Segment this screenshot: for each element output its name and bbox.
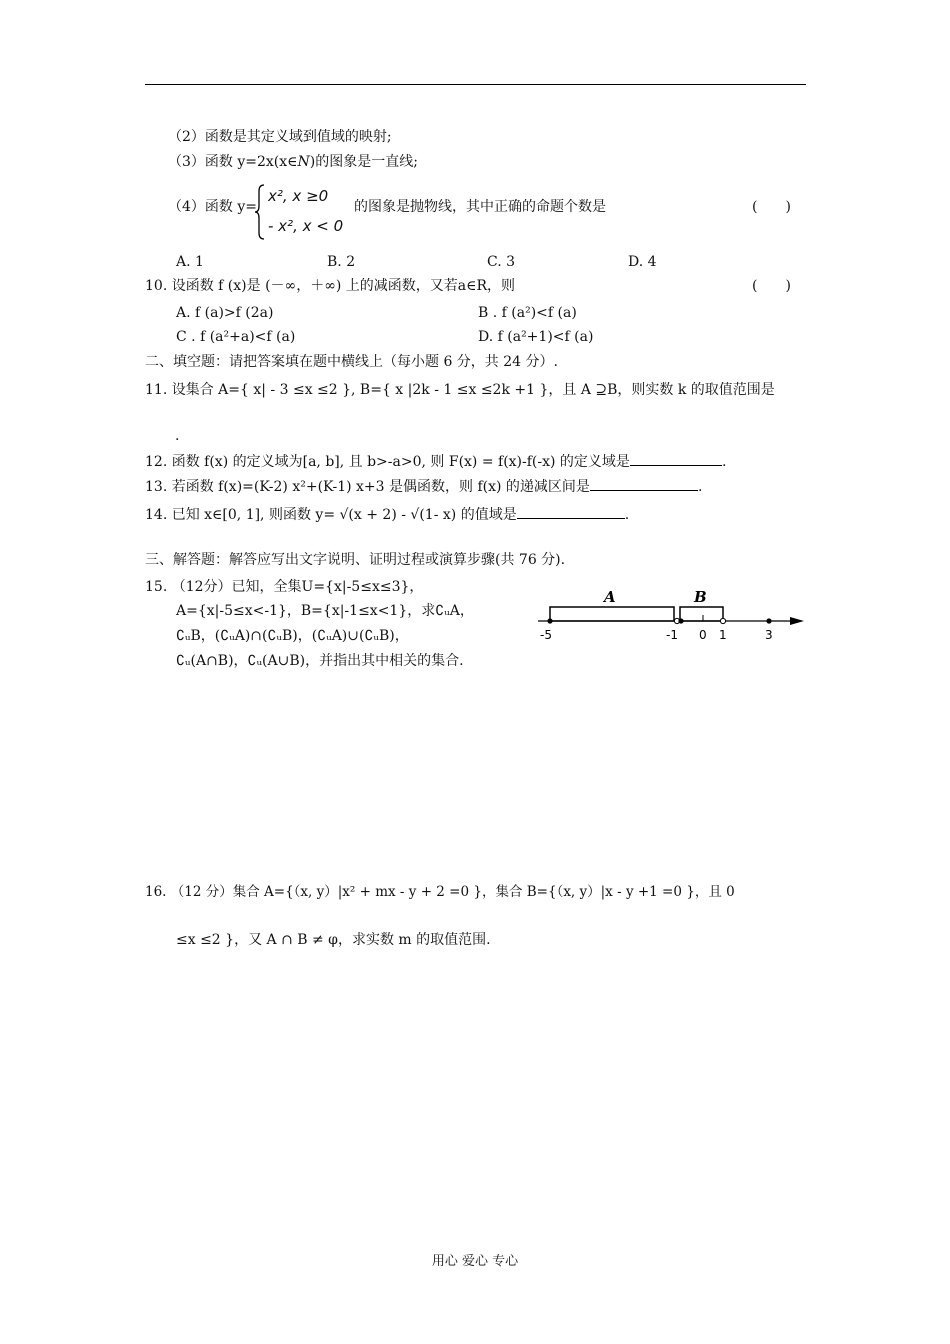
q16-line-2: ≤x ≤2 }，又 A ∩ B ≠ φ，求实数 m 的取值范围. [176, 932, 491, 948]
point-1-open [720, 618, 725, 623]
q12: 12. 函数 f(x) 的定义域为[a, b], 且 b>-a>0, 则 F(x) = f(x)-f(-x) 的定义域是 . [145, 451, 726, 472]
piece-2: - x², x < 0 [268, 217, 344, 235]
q9-item2: （2）函数是其定义域到值域的映射; [168, 129, 392, 145]
number-line-figure [530, 583, 810, 645]
tick-label-3: 3 [765, 628, 773, 642]
interval-b-box [680, 607, 723, 621]
q10-option-b: B . f (a²)<f (a) [478, 305, 577, 321]
number-line-arrow [790, 617, 804, 625]
q15-line-3: ∁ᵤB，(∁ᵤA)∩(∁ᵤB)，(∁ᵤA)∪(∁ᵤB)， [176, 628, 409, 644]
section-3-heading: 三、解答题：解答应写出文字说明、证明过程或演算步骤(共 76 分). [145, 552, 566, 568]
q10-option-d: D. f (a²+1)<f (a) [478, 329, 594, 345]
q13: 13. 若函数 f(x)=(K-2) x²+(K-1) x+3 是偶函数，则 f(x) 的递减区间是 . [145, 476, 702, 497]
interval-b-label: B [694, 588, 707, 606]
q12-text: 12. 函数 f(x) 的定义域为[a, b], 且 b>-a>0, 则 F(x) = f(x)-f(-x) 的定义域是 [145, 454, 630, 470]
q9-item3-N: N [297, 154, 310, 170]
point-3 [766, 618, 771, 623]
q15-line-1: 15. （12分）已知，全集U={x|-5≤x≤3}， [145, 579, 424, 595]
q13-text: 13. 若函数 f(x)=(K-2) x²+(K-1) x+3 是偶函数，则 f(x) 的递减区间是 [145, 479, 590, 495]
q14: 14. 已知 x∈[0, 1], 则函数 y= √(x + 2) - √(1- x) 的值域是 . [145, 504, 629, 525]
q9-item3-start: （3）函数 y=2x(x∈ [168, 154, 298, 170]
section-2-heading: 二、填空题：请把答案填在题中横线上（每小题 6 分，共 24 分）. [145, 354, 558, 370]
q9-item4-prefix: （4）函数 y= [168, 199, 257, 215]
q9-option-d: D. 4 [628, 254, 657, 270]
q9-item3-end: )的图象是一直线; [309, 154, 418, 170]
q9-option-b: B. 2 [327, 254, 356, 270]
q10-answer-paren: ( ) [752, 278, 791, 294]
piecewise-brace [255, 184, 265, 240]
q9-item4-suffix: 的图象是抛物线，其中正确的命题个数是 [354, 199, 606, 215]
interval-a-box [550, 607, 674, 621]
q15-line-4: ∁ᵤ(A∩B)，∁ᵤ(A∪B)，并指出其中相关的集合. [176, 653, 464, 669]
q12-answer-blank[interactable] [630, 451, 722, 466]
q10-option-a: A. f (a)>f (2a) [176, 305, 274, 321]
header-rule [145, 84, 806, 85]
tick-label-0: 0 [699, 628, 707, 642]
q9-item3 [168, 152, 418, 172]
q16-line-1: 16. （12 分）集合 A={（x, y）|x² + mx - y + 2 =0 }，集合 B={（x, y）|x - y +1 =0 }，且 0 [145, 884, 735, 900]
q14-text: 14. 已知 x∈[0, 1], 则函数 y= √(x + 2) - √(1- x) 的值域是 [145, 507, 517, 523]
interval-a-label: A [604, 588, 616, 606]
q9-option-c: C. 3 [487, 254, 516, 270]
q9-answer-paren: ( ) [752, 199, 791, 215]
q13-answer-blank[interactable] [590, 476, 698, 491]
q9-option-a: A. 1 [176, 254, 204, 270]
q14-answer-blank[interactable] [517, 504, 625, 519]
tick-label-minus-1: -1 [666, 628, 678, 642]
point-minus-5 [547, 618, 552, 623]
q10-option-c: C . f (a²+a)<f (a) [176, 329, 296, 345]
piece-1: x², x ≥0 [268, 187, 329, 205]
point-minus-1-closed [678, 618, 683, 623]
tick-label-minus-5: -5 [540, 628, 552, 642]
q10-stem: 10. 设函数 f (x)是 (－∞，＋∞) 上的减函数，又若a∈R，则 [145, 278, 516, 294]
tick-label-1: 1 [719, 628, 727, 642]
q11-dot: . [175, 428, 180, 444]
q15-line-2: A={x|-5≤x<-1}，B={x|-1≤x<1}，求∁ᵤA， [176, 603, 474, 619]
q11-text: 11. 设集合 A={ x| - 3 ≤x ≤2 }, B={ x |2k - 1 ≤x ≤2k +1 }，且 A ⊇B，则实数 k 的取值范围是 [145, 382, 775, 398]
page-footer: 用心 爱心 专心 [431, 1254, 519, 1269]
